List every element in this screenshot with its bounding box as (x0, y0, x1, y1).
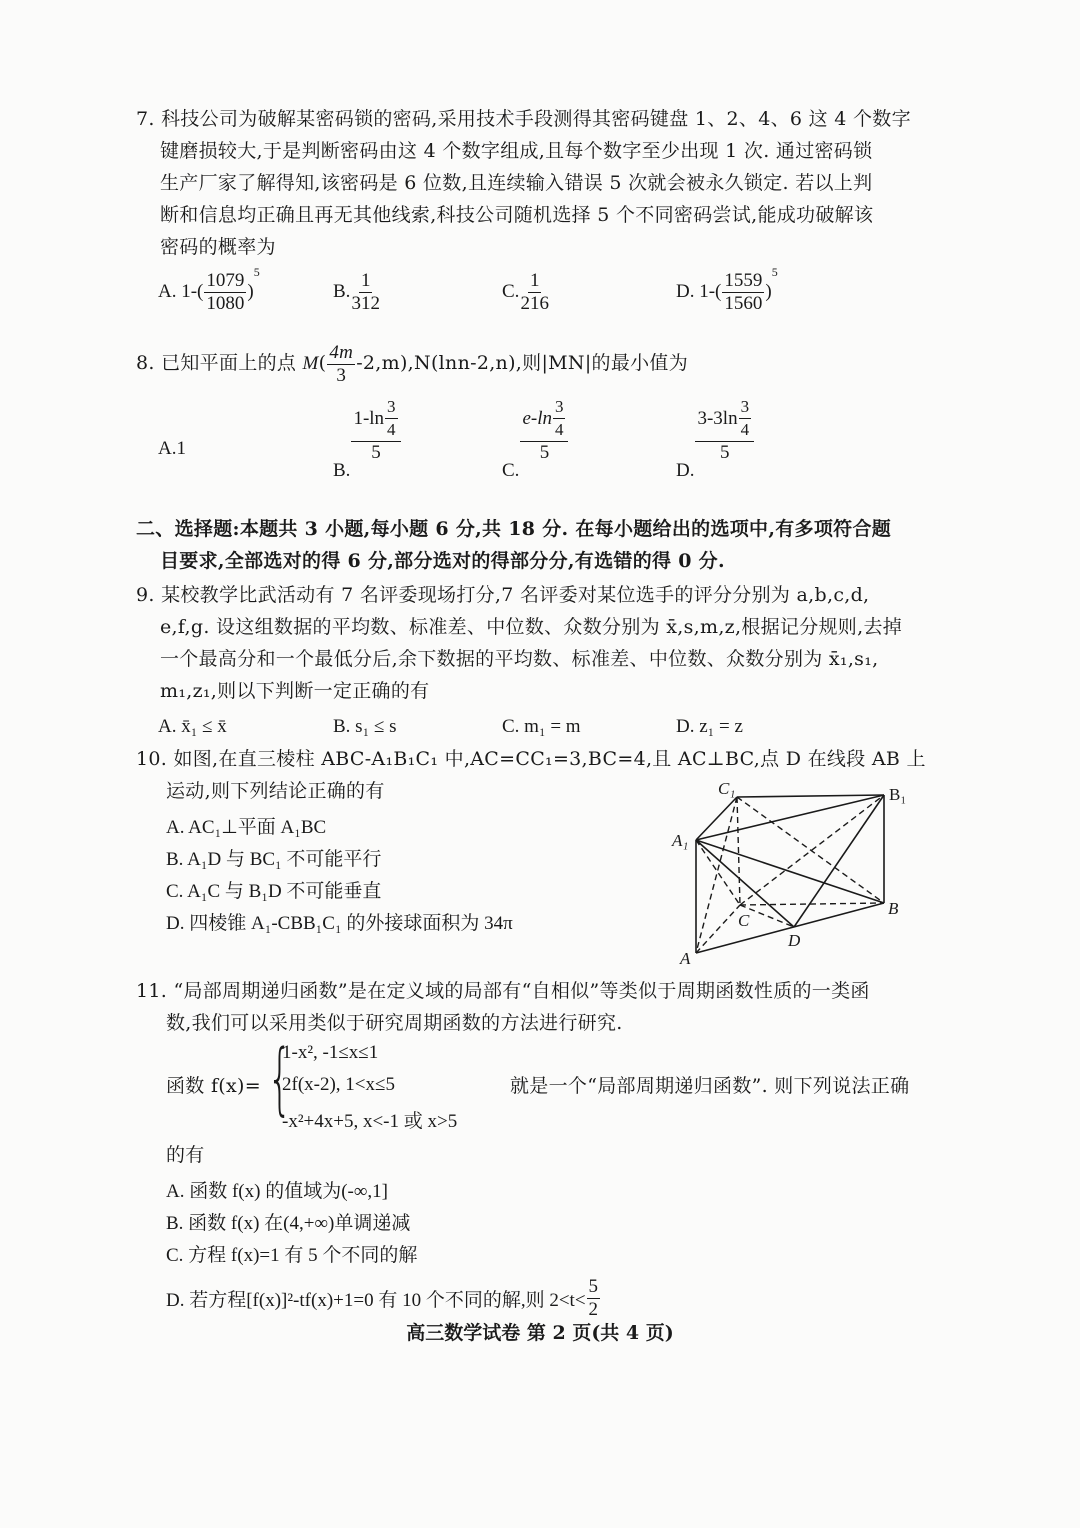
numerator: 1079 (206, 270, 245, 291)
q8-rest: -2,m),N(lnn-2,n),则|MN|的最小值为 (356, 352, 689, 374)
numerator: 1 (529, 270, 540, 291)
q10-line-1: 10. 如图,在直三棱柱 ABC-A₁B₁C₁ 中,AC=CC₁=3,BC=4,且 AC⊥BC,点 D 在线段 AB 上 (136, 748, 926, 770)
q7-line-3: 生产厂家了解得知,该密码是 6 位数,且连续输入错误 5 次就会被永久锁定. 若以上判 (160, 172, 873, 194)
q11-line-1: 11. “局部周期递归函数”是在定义域的局部有“自相似”等类似于周期函数性质的一类函 (136, 980, 870, 1002)
section-2-line-1: 二、选择题:本题共 3 小题,每小题 6 分,共 18 分. 在每小题给出的选项中,有多项符合题 (136, 518, 892, 540)
option-value: 1 (176, 438, 186, 459)
exponent: 5 (253, 264, 260, 279)
numerator-text: e-ln (522, 407, 552, 429)
q9-line-1: 9. 某校教学比武活动有 7 名评委现场打分,7 名评委对某位选手的评分分别为 a,b,c,d, (136, 584, 870, 606)
inner-numerator: 3 (385, 396, 398, 419)
q11-option-a[interactable]: A. 函数 f(x) 的值域为(-∞,1] (166, 1181, 388, 1202)
fraction (520, 270, 549, 315)
piecewise-case-1: 1-x², -1≤x≤1 (282, 1042, 379, 1063)
option-label: D. (676, 460, 695, 482)
edge-c1-c-hidden (737, 797, 740, 905)
fraction (327, 342, 355, 387)
q7-line-4: 断和信息均正确且再无其他线索,科技公司随机选择 5 个不同密码尝试,能成功破解该 (160, 204, 874, 226)
option-d-text: D. 若方程[f(x)]²-tf(x)+1=0 有 10 个不同的解,则 2<t< (166, 1290, 586, 1311)
inner-numerator: 3 (739, 396, 752, 419)
denominator: 5 (539, 442, 550, 463)
numerator: 5 (588, 1276, 599, 1297)
fraction (351, 396, 400, 464)
option-prefix: 1-( (699, 280, 722, 302)
label-b: B (888, 899, 899, 918)
edge-c1-b1 (737, 795, 884, 797)
q8-option-c[interactable] (502, 396, 569, 482)
denominator: 2 (588, 1299, 599, 1320)
option-label: B. (333, 460, 351, 482)
denominator: 216 (520, 293, 549, 314)
q8-pre: 8. 已知平面上的点 (136, 352, 303, 374)
q10-option-b[interactable]: B. A₁D 与 BC₁ 不可能平行 (166, 849, 382, 870)
q7-line-1: 7. 科技公司为破解某密码锁的密码,采用技术手段测得其密码键盘 1、2、4、6 这 4 个数字 (136, 108, 911, 130)
inner-denominator: 4 (387, 420, 396, 439)
prism-figure (660, 770, 920, 970)
edge-a1-b (696, 840, 884, 903)
numerator-text: 3-3ln (697, 407, 738, 429)
q11-func-prefix: 函数 f(x)= (166, 1075, 261, 1097)
q11-line-end: 的有 (166, 1144, 205, 1166)
denominator: 5 (720, 442, 730, 463)
q8-option-d[interactable] (676, 396, 755, 482)
point-m: M (302, 353, 319, 374)
q7-line-2: 键磨损较大,于是判断密码由这 4 个数字组成,且每个数字至少出现 1 次. 通过密码锁 (160, 140, 873, 162)
q11-func-suffix: 就是一个“局部周期递归函数”. 则下列说法正确 (510, 1075, 910, 1097)
fraction (204, 270, 246, 315)
inner-numerator: 3 (553, 396, 566, 419)
piecewise-case-3: -x²+4x+5, x<-1 或 x>5 (282, 1111, 458, 1132)
q8-option-a[interactable] (158, 438, 186, 460)
q7-option-d[interactable] (676, 264, 778, 315)
fraction (520, 396, 568, 464)
denominator: 1080 (206, 293, 245, 314)
label-b1: B₁ (889, 785, 907, 804)
q10-option-c[interactable]: C. A₁C 与 B₁D 不可能垂直 (166, 881, 382, 902)
q7-line-5: 密码的概率为 (160, 236, 276, 258)
label-a: A (680, 949, 691, 968)
option-suffix: ) (247, 280, 254, 302)
q9-option-a[interactable]: A. x̄₁ ≤ x̄ (158, 716, 227, 737)
q9-option-c[interactable]: C. m₁ = m (502, 716, 581, 737)
option-label: B. (333, 280, 351, 302)
fraction (351, 270, 380, 315)
option-label: D. (676, 280, 695, 302)
piecewise-brace: { (267, 1034, 293, 1124)
numerator: 4m (329, 341, 354, 363)
q11-option-d[interactable] (166, 1276, 601, 1321)
edge-a-c-hidden (696, 905, 740, 953)
page-footer: 高三数学试卷 第 2 页(共 4 页) (406, 1322, 674, 1344)
q11-line-2: 数,我们可以采用类似于研究周期函数的方法进行研究. (166, 1012, 623, 1034)
denominator: 312 (351, 293, 380, 314)
option-suffix: ) (765, 280, 772, 302)
q8-stem: 8. 已知平面上的点 M( $\frac{4m}{3}$ -2,m),N(lnn-2,n),则|MN|的最小值为 (136, 341, 689, 386)
q8-option-b[interactable] (333, 396, 402, 482)
numerator: 1 (360, 270, 371, 291)
fraction (722, 270, 764, 315)
q10-option-a[interactable]: A. AC₁⊥平面 A₁BC (166, 817, 327, 838)
q9-option-b[interactable]: B. s₁ ≤ s (333, 716, 397, 737)
section-2-line-2: 目要求,全部选对的得 6 分,部分选对的得部分分,有选错的得 0 分. (160, 550, 725, 572)
option-label: A. (158, 438, 177, 459)
denominator: 1560 (724, 293, 763, 314)
option-label: C. (502, 280, 520, 302)
q9-line-2: e,f,g. 设这组数据的平均数、标准差、中位数、众数分别为 x̄,s,m,z,根据记分规则,去掉 (160, 616, 903, 638)
label-c1: C₁ (718, 779, 736, 798)
q9-line-3: 一个最高分和一个最低分后,余下数据的平均数、标准差、中位数、众数分别为 x̄₁,s₁, (160, 648, 879, 670)
q9-option-d[interactable]: D. z₁ = z (676, 716, 743, 737)
q9-line-4: m₁,z₁,则以下判断一定正确的有 (160, 680, 430, 702)
q7-option-b[interactable] (333, 270, 381, 315)
q11-option-b[interactable]: B. 函数 f(x) 在(4,+∞)单调递减 (166, 1213, 411, 1234)
fraction (587, 1276, 601, 1321)
q7-option-a[interactable] (158, 264, 260, 315)
fraction (695, 396, 754, 464)
q7-option-c[interactable] (502, 270, 550, 315)
denominator: 3 (336, 364, 347, 386)
label-c: C (738, 911, 750, 930)
edge-c-b-hidden (740, 903, 884, 905)
q11-option-c[interactable]: C. 方程 f(x)=1 有 5 个不同的解 (166, 1245, 418, 1266)
edge-a1-b1 (696, 795, 884, 840)
piecewise-case-2: 2f(x-2), 1<x≤5 (282, 1074, 395, 1095)
numerator-text: 1-ln (353, 407, 385, 429)
exponent: 5 (771, 264, 778, 279)
q10-option-d[interactable]: D. 四棱锥 A₁-CBB₁C₁ 的外接球面积为 34π (166, 913, 513, 934)
inner-denominator: 4 (554, 420, 564, 439)
q10-line-2: 运动,则下列结论正确的有 (166, 780, 385, 802)
edge-c1-a-hidden (696, 797, 737, 953)
option-label: A. (158, 280, 177, 302)
label-a1: A₁ (672, 831, 689, 850)
label-d: D (788, 931, 801, 950)
option-label: C. (502, 460, 520, 482)
numerator: 1559 (724, 270, 763, 291)
denominator: 5 (371, 442, 381, 463)
option-prefix: 1-( (181, 280, 204, 302)
inner-denominator: 4 (740, 420, 750, 439)
